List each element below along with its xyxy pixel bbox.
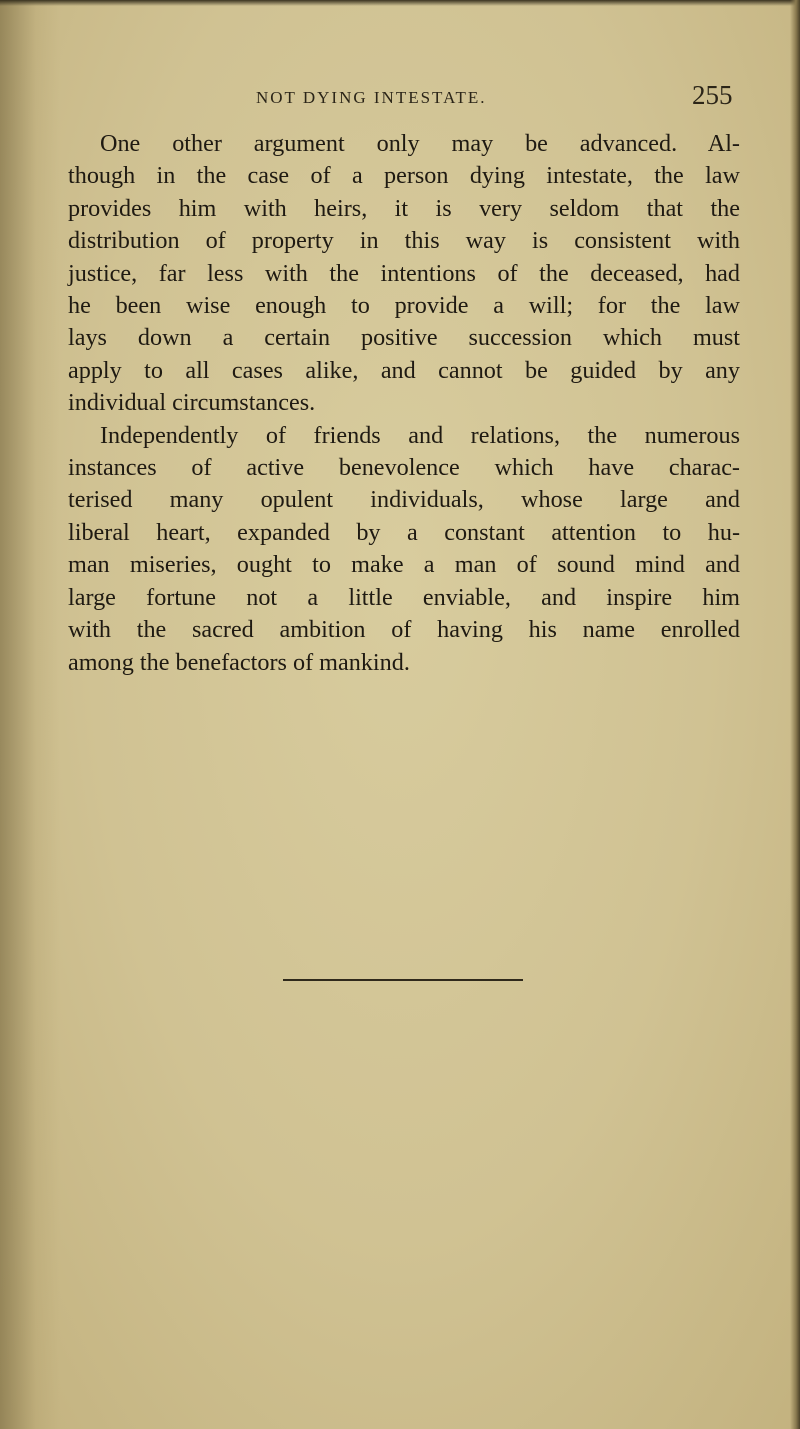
text-line: he been wise enough to provide a will; for the law [68, 292, 740, 320]
text-line: apply to all cases alike, and cannot be guided by any [68, 356, 740, 384]
gutter-shadow [0, 0, 60, 1429]
text-line: though in the case of a person dying intestate, the law [68, 162, 740, 190]
text-line: Independently of friends and relations, the numerous [100, 421, 740, 449]
text-line: distribution of property in this way is consistent with [68, 227, 740, 255]
text-line: man miseries, ought to make a man of sound mind and [68, 551, 740, 579]
text-line: justice, far less with the intentions of the deceased, had [68, 259, 740, 287]
running-head: NOT DYING INTESTATE. [256, 88, 487, 107]
page-top-edge [0, 0, 800, 6]
text-line: individual circumstances. [68, 389, 316, 417]
section-rule [283, 979, 523, 981]
text-line: instances of active benevolence which have charac- [68, 454, 740, 482]
text-line: large fortune not a little enviable, and inspire him [68, 583, 740, 611]
page-right-edge [790, 0, 800, 1429]
text-line: lays down a certain positive succession which must [68, 324, 740, 352]
text-line: liberal heart, expanded by a constant attention to hu- [68, 518, 740, 546]
body-text [68, 128, 740, 679]
page-number: 255 [692, 80, 733, 110]
text-line: with the sacred ambition of having his name enrolled [68, 616, 740, 644]
text-line: terised many opulent individuals, whose large and [68, 486, 740, 514]
text-line: among the benefactors of mankind. [68, 648, 410, 676]
text-line: provides him with heirs, it is very seldom that the [68, 194, 740, 222]
text-line: One other argument only may be advanced. Al- [100, 130, 740, 157]
